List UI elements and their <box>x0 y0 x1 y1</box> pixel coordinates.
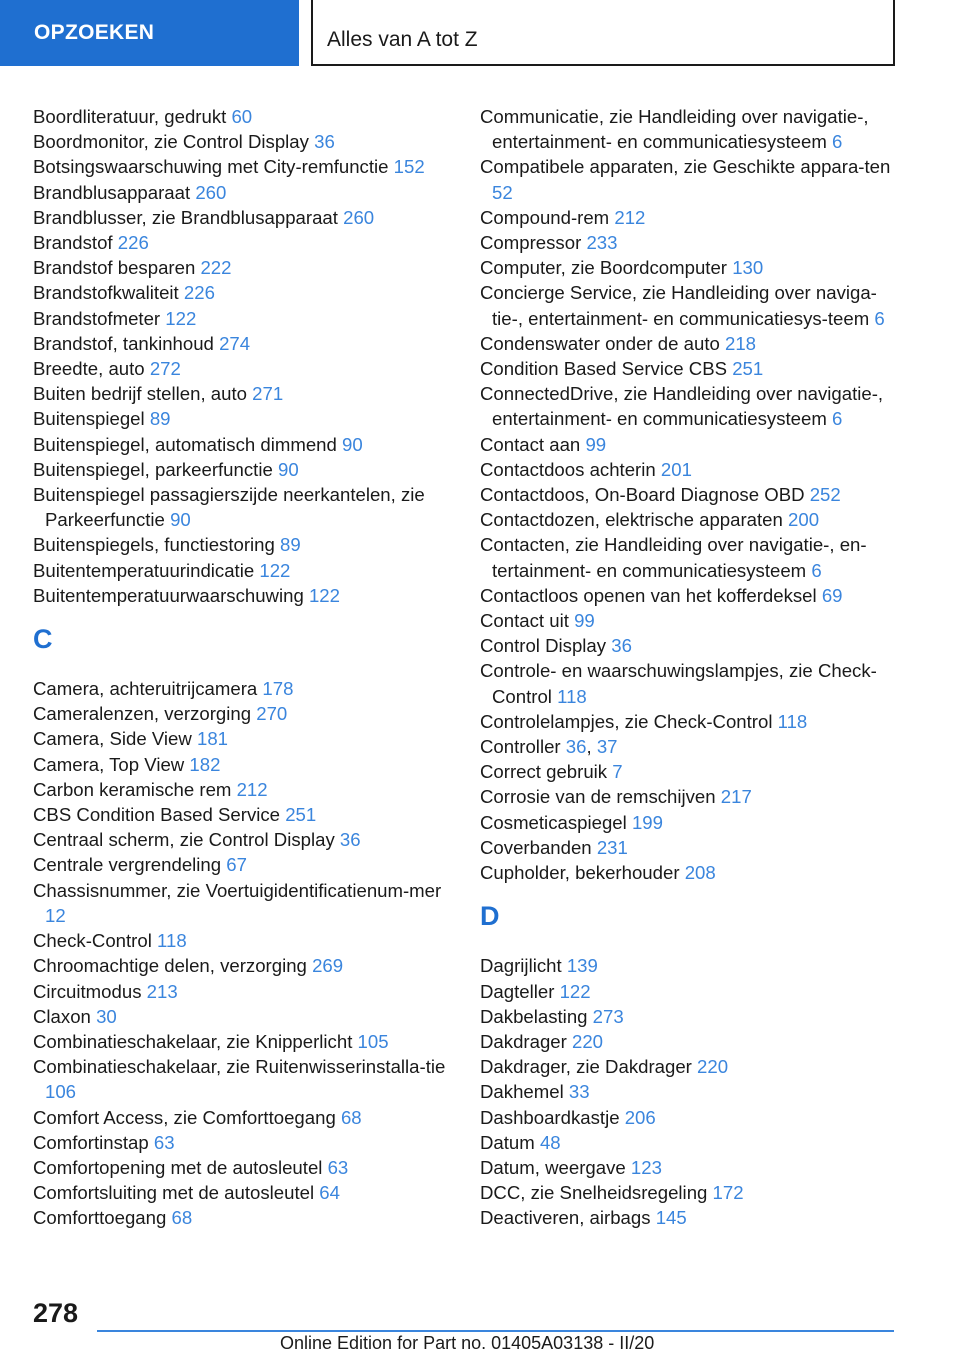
index-entry <box>480 658 900 708</box>
page-reference-link[interactable]: 212 <box>614 206 646 228</box>
entry-term: Dakhemel <box>480 1081 564 1103</box>
index-entry <box>33 432 453 457</box>
page-reference-link[interactable]: 172 <box>712 1182 744 1204</box>
entry-term: Dashboardkastje <box>480 1106 620 1128</box>
entry-term: Comfortsluiting met de autosleutel <box>33 1182 315 1204</box>
entry-term: Comfort Access, zie Comforttoegang <box>33 1106 336 1128</box>
entry-term: Dakbelasting <box>480 1005 588 1027</box>
page-reference-link[interactable]: 63 <box>327 1156 349 1178</box>
entry-term: Combinatieschakelaar, zie Ruitenwisserinstalla-tie <box>33 1056 446 1078</box>
entry-term: Check-Control <box>33 930 152 952</box>
page-reference-link[interactable]: 69 <box>821 584 843 606</box>
index-entry <box>480 810 900 835</box>
entry-term: Brandblusapparaat <box>33 181 191 203</box>
entry-term: Breedte, auto <box>33 358 145 380</box>
entry-term: Brandstof, tankinhoud <box>33 332 214 354</box>
page-reference-link[interactable]: 89 <box>149 408 171 430</box>
entry-term: Comforttoegang <box>33 1207 167 1229</box>
index-entry <box>480 104 900 154</box>
entry-term: Buitentemperatuurwaarschuwing <box>33 584 304 606</box>
page-reference-link[interactable]: 6 <box>832 408 843 430</box>
index-entry <box>480 1205 900 1230</box>
entry-term: Brandblusser, zie Brandblusapparaat <box>33 206 338 228</box>
entry-term: Brandstofmeter <box>33 307 161 329</box>
entry-term: Deactiveren, airbags <box>480 1207 651 1229</box>
page-reference-link[interactable]: 67 <box>226 854 247 876</box>
entry-term: CBS Condition Based Service <box>33 804 281 826</box>
entry-term: Botsingswaarschuwing met City-remfunctie <box>33 156 389 178</box>
page-reference-link[interactable]: 48 <box>539 1131 561 1153</box>
footer-divider <box>97 1330 894 1332</box>
page-reference-link[interactable]: 226 <box>117 232 149 254</box>
index-entry <box>480 633 900 658</box>
entry-term: Camera, achteruitrijcamera <box>33 678 258 700</box>
entry-term: Buitenspiegels, functiestoring <box>33 534 275 556</box>
entry-term: Datum <box>480 1131 535 1153</box>
index-entry <box>33 953 453 978</box>
entry-term: Correct gebruik <box>480 761 608 783</box>
page-reference-link[interactable]: 122 <box>165 307 197 329</box>
entry-term: Dakdrager, zie Dakdrager <box>480 1056 692 1078</box>
index-entry <box>480 1105 900 1130</box>
index-entry <box>33 752 453 777</box>
index-entry <box>33 129 453 154</box>
page-reference-link[interactable]: 260 <box>343 206 375 228</box>
entry-term: Concierge Service, zie Handleiding over naviga-tie-, entertainment- en communicatiesys-teem <box>480 282 877 329</box>
index-entry <box>33 205 453 230</box>
index-entry <box>480 280 900 330</box>
entry-term: Chroomachtige delen, verzorging <box>33 955 307 977</box>
entry-term: Condition Based Service CBS <box>480 358 728 380</box>
page-reference-link[interactable]: 252 <box>809 484 841 506</box>
page-reference-link[interactable]: 7 <box>612 761 623 783</box>
page-reference-link[interactable]: 99 <box>585 433 607 455</box>
index-entry <box>33 852 453 877</box>
page-reference-link[interactable]: 130 <box>732 257 764 279</box>
entry-term: Camera, Side View <box>33 728 192 750</box>
index-entry <box>33 104 453 129</box>
index-entry <box>33 532 453 557</box>
entry-term: Contactdoos, On-Board Diagnose OBD <box>480 484 805 506</box>
entry-term: Buitenspiegel, automatisch dimmend <box>33 433 337 455</box>
entry-term: Buitenspiegel <box>33 408 145 430</box>
index-entry <box>480 1180 900 1205</box>
entry-term: Camera, Top View <box>33 753 185 775</box>
section-tab: OPZOEKEN <box>0 0 299 66</box>
entry-term: Brandstof besparen <box>33 257 196 279</box>
index-entry <box>33 406 453 431</box>
entry-term: Communicatie, zie Handleiding over navigatie-, entertainment- en communicatiesysteem <box>480 106 869 153</box>
page-reference-link[interactable]: 152 <box>393 156 425 178</box>
index-entry <box>33 558 453 583</box>
page-reference-link[interactable]: 226 <box>183 282 215 304</box>
entry-term: Comfortinstap <box>33 1131 149 1153</box>
page-reference-link[interactable]: 145 <box>655 1207 687 1229</box>
index-entry <box>33 676 453 701</box>
index-entry <box>33 1004 453 1029</box>
page-reference-link[interactable]: 118 <box>557 685 587 707</box>
entry-term: Centraal scherm, zie Control Display <box>33 829 335 851</box>
page-reference-link[interactable]: 60 <box>231 106 253 127</box>
page-reference-link[interactable]: 260 <box>195 181 227 203</box>
index-entry <box>480 532 900 582</box>
section-letter: D <box>480 901 500 932</box>
index-entry <box>33 583 453 608</box>
page-reference-link[interactable]: 90 <box>277 458 299 480</box>
index-entry <box>480 835 900 860</box>
index-entry <box>480 154 900 204</box>
entry-term: Controller <box>480 736 561 758</box>
page-reference-link[interactable]: 64 <box>319 1182 340 1204</box>
page-reference-link[interactable]: 200 <box>788 509 820 531</box>
entry-term: Carbon keramische rem <box>33 778 232 800</box>
page-reference-link[interactable]: 90 <box>170 509 191 531</box>
page-reference-link[interactable]: 99 <box>574 610 595 632</box>
index-entry <box>480 230 900 255</box>
page-reference-link[interactable]: 118 <box>157 930 187 952</box>
entry-term: Compressor <box>480 232 582 254</box>
page-reference-link[interactable]: 89 <box>280 534 301 556</box>
index-entry <box>33 1105 453 1130</box>
page-reference-link[interactable]: 272 <box>149 358 181 380</box>
entry-term: Contactdoos achterin <box>480 458 656 480</box>
entry-term: Buitentemperatuurindicatie <box>33 559 255 581</box>
index-entry <box>33 1054 453 1104</box>
page-reference-link[interactable]: 52 <box>492 181 513 203</box>
index-entry <box>33 482 453 532</box>
entry-term: Claxon <box>33 1005 91 1027</box>
page-reference-link[interactable]: 273 <box>592 1005 624 1027</box>
page-reference-link[interactable]: 68 <box>340 1106 362 1128</box>
index-entry <box>33 1029 453 1054</box>
page-reference-link[interactable]: 105 <box>357 1030 389 1052</box>
index-entry: Controller 36, 37 <box>480 736 618 758</box>
entry-term: Cupholder, bekerhouder <box>480 862 680 884</box>
entry-term: ConnectedDrive, zie Handleiding over navigatie-, entertainment- en communicatiesysteem <box>480 383 884 430</box>
index-entry <box>480 1029 900 1054</box>
index-entry <box>33 1205 453 1230</box>
index-entry <box>480 432 900 457</box>
index-entry <box>480 979 900 1004</box>
page-reference-link[interactable]: 201 <box>660 458 692 480</box>
page-title: Alles van A tot Z <box>311 0 895 66</box>
index-entry <box>480 1155 900 1180</box>
entry-term: Compound-rem <box>480 206 610 228</box>
index-entry <box>480 1079 900 1104</box>
index-entry <box>33 928 453 953</box>
page-reference-link[interactable]: 251 <box>285 804 317 826</box>
page-reference-link[interactable]: 217 <box>720 786 752 808</box>
index-entry <box>33 701 453 726</box>
entry-term: Contactdozen, elektrische apparaten <box>480 509 783 531</box>
index-entry <box>480 953 900 978</box>
page-reference-link[interactable]: 90 <box>342 433 363 455</box>
entry-term: Contacten, zie Handleiding over navigatie-, en-tertainment- en communicatiesysteem <box>480 534 867 581</box>
index-entry <box>33 1180 453 1205</box>
page-reference-link[interactable]: 222 <box>200 257 232 279</box>
page-reference-link[interactable]: 106 <box>45 1081 77 1103</box>
index-entry <box>33 878 453 928</box>
index-entry <box>33 802 453 827</box>
index-entry <box>480 583 900 608</box>
index-entry <box>480 255 900 280</box>
page-reference-link[interactable]: 206 <box>624 1106 656 1128</box>
index-entry <box>480 709 900 734</box>
index-entry <box>480 457 900 482</box>
index-entry <box>33 381 453 406</box>
page-reference-link[interactable]: 6 <box>811 559 822 581</box>
index-entry <box>480 759 900 784</box>
page-reference-link[interactable]: 30 <box>96 1005 117 1027</box>
page-reference-link[interactable]: 178 <box>262 678 294 700</box>
page-reference-link[interactable]: 220 <box>572 1030 604 1052</box>
entry-term: Chassisnummer, zie Voertuigidentificatienum-mer <box>33 879 442 901</box>
entry-term: Comfortopening met de autosleutel <box>33 1156 323 1178</box>
page-reference-link[interactable]: 118 <box>777 710 808 732</box>
index-entry <box>33 180 453 205</box>
page-reference-link[interactable]: 182 <box>189 753 221 775</box>
entry-term: Contactloos openen van het kofferdeksel <box>480 584 817 606</box>
page-reference-link[interactable]: 123 <box>630 1156 662 1178</box>
entry-term: Brandstof <box>33 232 113 254</box>
entry-term: Corrosie van de remschijven <box>480 786 716 808</box>
index-entry <box>33 1130 453 1155</box>
index-entry <box>33 726 453 751</box>
page-reference-link[interactable]: 37 <box>596 736 618 758</box>
entry-term: Control Display <box>480 635 607 657</box>
entry-term: Dagrijlicht <box>480 955 562 977</box>
entry-term: Cosmeticaspiegel <box>480 811 627 833</box>
page-reference-link[interactable]: 208 <box>684 862 716 884</box>
page-reference-link[interactable]: 139 <box>566 955 598 977</box>
page-reference-link[interactable]: 251 <box>732 358 764 380</box>
entry-term: DCC, zie Snelheidsregeling <box>480 1182 708 1204</box>
index-entry <box>480 331 900 356</box>
index-entry <box>480 381 900 431</box>
index-entry <box>33 979 453 1004</box>
index-entry <box>480 205 900 230</box>
index-entry <box>33 1155 453 1180</box>
index-entry <box>33 255 453 280</box>
footer-edition: Online Edition for Part no. 01405A03138 - II/20 <box>280 1333 655 1353</box>
entry-term: Computer, zie Boordcomputer <box>480 257 728 279</box>
page-reference-link[interactable]: 6 <box>874 307 885 329</box>
entry-term: Buitenspiegel, parkeerfunctie <box>33 458 273 480</box>
index-entry <box>480 1054 900 1079</box>
page-reference-link[interactable]: 220 <box>697 1056 729 1078</box>
section-letter: C <box>33 624 53 655</box>
page-reference-link[interactable]: 274 <box>219 332 251 354</box>
entry-term: Circuitmodus <box>33 980 142 1002</box>
entry-term: Boordmonitor, zie Control Display <box>33 131 309 153</box>
entry-term: Coverbanden <box>480 836 592 858</box>
index-entry <box>33 457 453 482</box>
index-entry <box>33 777 453 802</box>
page-reference-link[interactable]: 36 <box>339 829 361 851</box>
index-entry <box>480 1130 900 1155</box>
index-entry <box>33 356 453 381</box>
page-reference-link[interactable]: 231 <box>596 836 628 858</box>
page-reference-link[interactable]: 233 <box>586 232 618 254</box>
entry-term: Buiten bedrijf stellen, auto <box>33 383 247 405</box>
entry-term: Centrale vergrendeling <box>33 854 222 876</box>
page-reference-link[interactable]: 212 <box>236 778 268 800</box>
entry-term: Boordliteratuur, gedrukt <box>33 106 227 127</box>
entry-term: Contact aan <box>480 433 581 455</box>
page-reference-link[interactable]: 36 <box>565 736 587 758</box>
page-reference-link[interactable]: 122 <box>559 980 591 1002</box>
index-entry <box>480 860 900 885</box>
page-reference-link[interactable]: 68 <box>171 1207 193 1229</box>
page-reference-link[interactable]: 36 <box>611 635 632 657</box>
index-entry <box>33 827 453 852</box>
index-entry <box>480 356 900 381</box>
index-column-left <box>33 104 453 1231</box>
page-reference-link[interactable]: 199 <box>631 811 663 833</box>
index-entry <box>33 230 453 255</box>
entry-term: Buitenspiegel passagierszijde neerkantelen, zie Parkeerfunctie <box>33 484 425 531</box>
index-column-right <box>480 104 900 1231</box>
page-reference-link[interactable]: 63 <box>153 1131 175 1153</box>
page-reference-link[interactable]: 181 <box>196 728 229 750</box>
index-entry <box>33 331 453 356</box>
index-entry <box>33 280 453 305</box>
entry-term: Compatibele apparaten, zie Geschikte appara-ten <box>480 156 891 178</box>
page-reference-link[interactable]: 33 <box>568 1081 590 1103</box>
entry-term: Datum, weergave <box>480 1156 626 1178</box>
entry-term: Brandstofkwaliteit <box>33 282 179 304</box>
page-reference-link[interactable]: 36 <box>314 131 335 153</box>
index-entry <box>480 1004 900 1029</box>
entry-term: Controlelampjes, zie Check-Control <box>480 710 773 732</box>
index-entry <box>33 154 453 179</box>
page-reference-link[interactable]: 270 <box>256 703 288 725</box>
entry-term: Contact uit <box>480 610 569 632</box>
page-reference-link[interactable]: 122 <box>259 559 291 581</box>
entry-term: Controle- en waarschuwingslampjes, zie Check-Control <box>480 660 877 707</box>
entry-term: Condenswater onder de auto <box>480 332 720 354</box>
index-entry <box>480 608 900 633</box>
index-entry <box>480 784 900 809</box>
page-reference-link[interactable]: 12 <box>45 904 66 926</box>
index-entry <box>33 306 453 331</box>
entry-term: Cameralenzen, verzorging <box>33 703 252 725</box>
entry-term: Combinatieschakelaar, zie Knipperlicht <box>33 1030 353 1052</box>
page-reference-link[interactable]: 218 <box>725 332 757 354</box>
page-number: 278 <box>33 1298 79 1328</box>
page-reference-link[interactable]: 271 <box>252 383 284 405</box>
page-reference-link[interactable]: 122 <box>308 584 340 606</box>
page-reference-link[interactable]: 269 <box>312 955 344 977</box>
index-entry <box>480 482 900 507</box>
index-entry <box>480 507 900 532</box>
page-reference-link[interactable]: 6 <box>832 131 843 153</box>
entry-term: Dagteller <box>480 980 555 1002</box>
page-reference-link[interactable]: 213 <box>146 980 178 1002</box>
entry-term: Dakdrager <box>480 1030 567 1052</box>
